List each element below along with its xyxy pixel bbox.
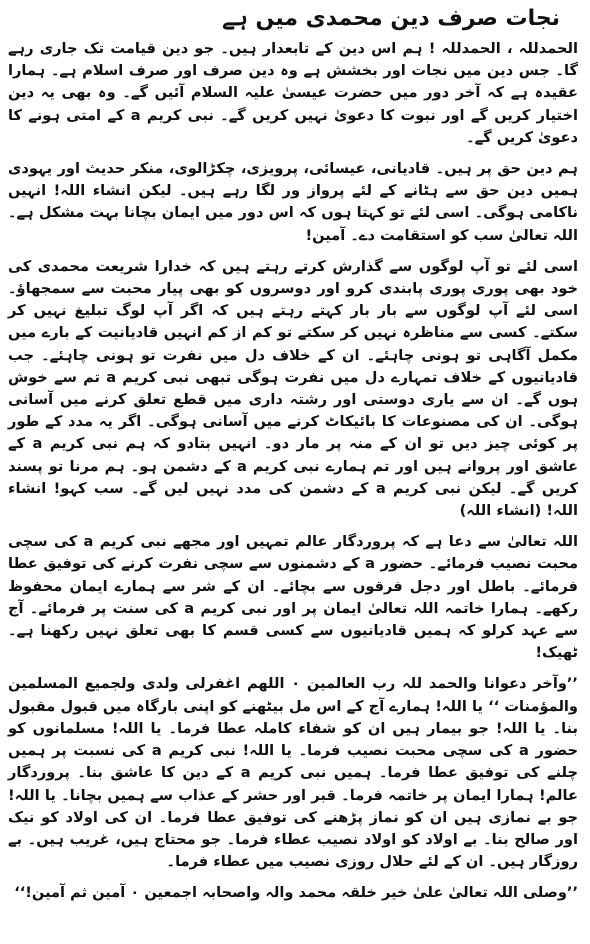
paragraph-request: اسی لئے تو آپ لوگوں سے گذارش کرتے رہتے ہیں کہ خدارا شریعت محمدی کی خود بھی پوری پوری پابندی کرو اور دوسروں کو بھی پیار محبت سے سمجھاؤ۔ اسی لئے آپ لوگوں سے بار بار کہتے رہتے ہیں کہ اگر آپ لوگ تبلیغ نہیں کر سکتے۔ کسی سے مناظرہ نہیں کر سکتے تو کم از کم انہیں قادیانیت کے بارے میں مکمل آگاہی تو ہونی چاہئے۔ ان کے خلاف دل میں نفرت تو ہونی چاہئے۔ جب قادیانیوں کے خلاف تمہارے دل میں نفرت ہوگی تبھی نبی کریم a تم سے خوش ہوں گے۔ ان سے یاری دوستی اور رشتہ داری میں قطع تعلق کرنے میں آسانی ہوگی۔ ان کی مصنوعات کا بائیکاٹ کرنے میں آسانی ہوگی۔ اگر یہ مدد کے طور پر کوئی چیز دیں تو ان کے منہ پر مار دو۔ انہیں بتادو کہ ہم نبی کریم a کے عاشق اور پروانے ہیں اور تم ہمارے نبی کریم a کے دشمن ہو۔ ہم مرنا تو پسند کریں گے۔ لیکن نبی کریم a کے دشمن کی مدد نہیں لیں گے۔ سب کہو! انشاء اللہ! (انشاء اللہ) bbox=[8, 257, 578, 520]
paragraph-intro: الحمدللہ ، الحمدللہ ! ہم اس دین کے تابعدار ہیں۔ جو دین قیامت تک جاری رہے گا۔ جس دین میں نجات اور بخشش ہے وہ دین صرف اور صرف اسلام ہے۔ ہمارا عقیدہ ہے کہ آخر دور میں حضرت عیسیٰ علیہ السلام آئیں گے۔ وہ بھی یہ دین اختیار کریں گے اور نبوت کا دعویٰ نہیں کریں گے۔ نبی کریم a کے امتی ہونے کا دعویٰ کریں گے۔ bbox=[8, 40, 578, 146]
article-title: نجات صرف دین محمدی میں ہے bbox=[222, 6, 560, 31]
paragraph-true-religion: ہم دین حق پر ہیں۔ قادیانی، عیسائی، پرویزی، چکڑالوی، منکر حدیث اور یہودی ہمیں دین حق سے ہٹانے کے لئے پرواز ور لگا رہے ہیں۔ لیکن انشاء اللہ! انہیں ناکامی ہوگی۔ اسی لئے تو کہتا ہوں کہ اس دور میں ایمان بچانا بہت مشکل ہے۔ اللہ تعالیٰ سب کو استقامت دے۔ آمین! bbox=[8, 160, 578, 244]
paragraph-prayer: اللہ تعالیٰ سے دعا ہے کہ پروردگار عالم تمہیں اور مجھے نبی کریم a کی سچی محبت نصیب فرمائے۔ حضور a کے دشمنوں سے سچی نفرت کرنے کی توفیق عطا فرمائے۔ باطل اور دجل فرقوں سے بچائے۔ ان کے شر سے ہمارے ایمان محفوظ رکھے۔ ہمارا خاتمہ اللہ تعالیٰ ایمان پر اور نبی کریم a کی سنت پر فرمائے۔ آج سے عہد کرلو کہ ہمیں قادیانیوں سے کسی قسم کا بھی تعلق نہیں رکھنا ہے۔ ٹھیک! bbox=[8, 533, 578, 662]
paragraph-final-blessing: ’’وصلی اللہ تعالیٰ علیٰ خیر خلقہ محمد والہ واصحابہ اجمعین ۰ آمین ثم آمین!‘‘ bbox=[14, 884, 578, 902]
paragraph-closing-dua: ’’وآخر دعوانا والحمد للہ رب العالمین ۰ اللھم اغفرلی ولدی ولجمیع المسلمین والمؤمنات ‘‘ یا اللہ! ہمارے آج کے اس مل بیٹھنے کو اپنی بارگاہ میں قبول مقبول بنا۔ یا اللہ! جو بیمار ہیں ان کو شفاء کاملہ عطا فرما۔ یا اللہ! مسلمانوں کو حضور a کی سچی محبت نصیب فرما۔ یا اللہ! نبی کریم a کی نسبت پر ہمیں چلنے کی توفیق عطا فرما۔ ہمیں نبی کریم a کے دین کا عاشق بنا۔ پروردگار عالم! ہمارا ایمان پر خاتمہ فرما۔ قبر اور حشر کے عذاب سے ہمیں بچانا۔ یا اللہ! جو بے نمازی ہیں ان کو نماز پڑھنے کی توفیق عطا فرما۔ ان کی اولاد کو نیک اور صالح بنا۔ بے اولاد کو اولاد نصیب عطاء فرما۔ جو محتاج ہیں، غریب ہیں۔ بے روزگار ہیں۔ ان کے لئے حلال روزی نصیب میں عطاء فرما۔ bbox=[8, 675, 579, 871]
